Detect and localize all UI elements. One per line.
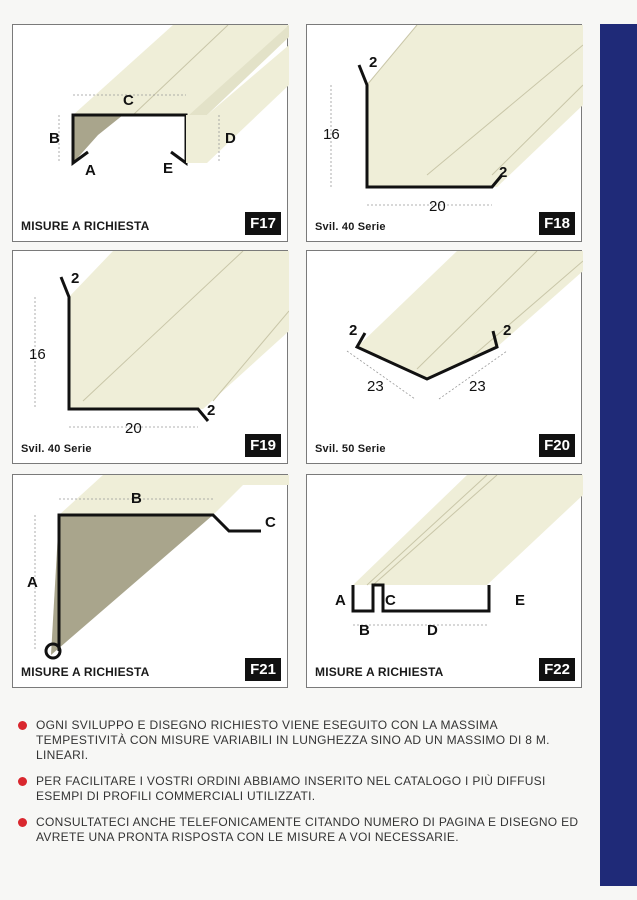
label-right-top: 2 [503, 322, 512, 339]
panel-code: F17 [245, 212, 281, 235]
label-width: 20 [429, 198, 446, 215]
panel-caption: Svil. 40 Serie [315, 221, 386, 233]
label-height: 16 [29, 346, 46, 363]
note-item [18, 774, 588, 804]
panel-code: F19 [245, 434, 281, 457]
label-e: E [515, 592, 526, 609]
panel-caption: MISURE A RICHIESTA [21, 665, 150, 679]
label-b: B [359, 622, 370, 639]
profile-panel-f21 [12, 474, 288, 688]
panel-caption: Svil. 50 Serie [315, 443, 386, 455]
note-item [18, 718, 588, 763]
label-d: D [225, 130, 236, 147]
label-bottom: 2 [207, 402, 216, 419]
label-a: A [27, 574, 38, 591]
panel-caption: MISURE A RICHIESTA [21, 219, 150, 233]
bullet-icon [18, 721, 27, 730]
label-c: C [123, 92, 134, 109]
profile-panel-f18 [306, 24, 582, 242]
profile-drawing-f21 [13, 475, 289, 689]
label-height: 16 [323, 126, 340, 143]
note-text: CONSULTATECI ANCHE TELEFONICAMENTE CITANDO NUMERO DI PAGINA E DISEGNO ED AVRETE UNA PRONTA RISPOSTA CON LE MISURE A VOI NECESSARIE. [36, 815, 579, 844]
label-b: B [49, 130, 60, 147]
profile-drawing-f17 [13, 25, 289, 243]
note-item [18, 815, 588, 845]
bullet-icon [18, 777, 27, 786]
panel-code: F20 [539, 434, 575, 457]
label-e: E [163, 160, 174, 177]
label-c: C [265, 514, 276, 531]
label-c: C [385, 592, 396, 609]
panel-caption: Svil. 40 Serie [21, 443, 92, 455]
profile-panel-f17 [12, 24, 288, 242]
profile-drawing-f19 [13, 251, 289, 465]
profile-panel-f19 [12, 250, 288, 464]
profile-drawing-f22 [307, 475, 583, 689]
note-text: PER FACILITARE I VOSTRI ORDINI ABBIAMO INSERITO NEL CATALOGO I PIÙ DIFFUSI ESEMPI DI PROFILI COMMERCIALI UTILIZZATI. [36, 774, 546, 803]
label-left-top: 2 [349, 322, 358, 339]
note-text: OGNI SVILUPPO E DISEGNO RICHIESTO VIENE ESEGUITO CON LA MASSIMA TEMPESTIVITÀ CON MISURE VARIABILI IN LUNGHEZZA SINO AD UN MASSIMO DI 8 M. LINEARI. [36, 718, 550, 762]
label-d: D [427, 622, 438, 639]
panel-caption: MISURE A RICHIESTA [315, 665, 444, 679]
label-left: 23 [367, 378, 384, 395]
side-accent-bar [600, 24, 637, 886]
label-width: 20 [125, 420, 142, 437]
label-right: 23 [469, 378, 486, 395]
label-b: B [131, 490, 142, 507]
panel-code: F18 [539, 212, 575, 235]
bullet-icon [18, 818, 27, 827]
profile-panel-f20 [306, 250, 582, 464]
profile-drawing-f20 [307, 251, 583, 465]
panel-code: F21 [245, 658, 281, 681]
label-a: A [335, 592, 346, 609]
label-top: 2 [369, 54, 378, 71]
label-top: 2 [71, 270, 80, 287]
profile-panel-f22 [306, 474, 582, 688]
notes-list [18, 718, 588, 856]
label-a: A [85, 162, 96, 179]
profile-drawing-f18 [307, 25, 583, 243]
panel-code: F22 [539, 658, 575, 681]
label-bottom: 2 [499, 164, 508, 181]
